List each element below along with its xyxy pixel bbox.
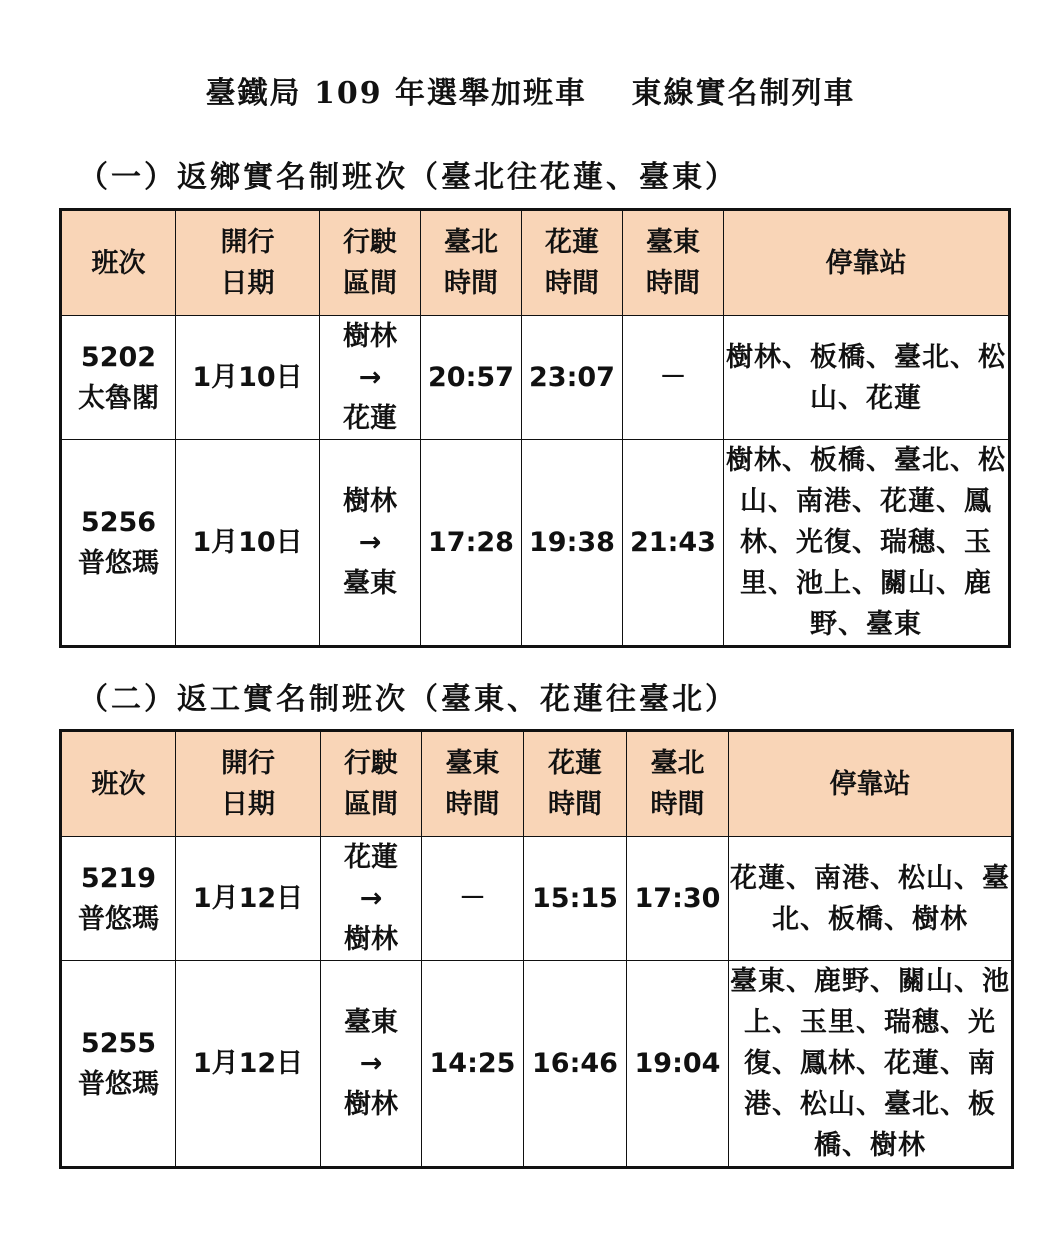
- header-time-2: 花蓮 時間: [524, 731, 627, 837]
- header-stops: 停靠站: [729, 731, 1013, 837]
- stops-cell: 樹林、板橋、臺北、松山、花蓮: [724, 316, 1010, 440]
- date-cell: 1月12日: [176, 961, 321, 1168]
- table-row: [61, 961, 1013, 1168]
- table-header-row: [61, 210, 1010, 316]
- time-cell-3: 19:04: [627, 961, 729, 1168]
- time-cell-3: －: [623, 316, 724, 440]
- train-cell: 5255 普悠瑪: [61, 961, 176, 1168]
- date-cell: 1月10日: [176, 440, 320, 647]
- header-time-1: 臺北 時間: [421, 210, 522, 316]
- stops-cell: 樹林、板橋、臺北、松山、南港、花蓮、鳳林、光復、瑞穗、玉里、池上、關山、鹿野、臺東: [724, 440, 1010, 647]
- section-heading-return: （二）返工實名制班次（臺東、花蓮往臺北）: [78, 682, 738, 717]
- time-cell-2: 16:46: [524, 961, 627, 1168]
- header-route: 行駛 區間: [321, 731, 422, 837]
- time-cell-2: 15:15: [524, 837, 627, 961]
- schedule-table-homebound: [59, 208, 1011, 648]
- time-cell-3: 21:43: [623, 440, 724, 647]
- date-cell: 1月12日: [176, 837, 321, 961]
- header-time-3: 臺北 時間: [627, 731, 729, 837]
- time-cell-1: －: [422, 837, 524, 961]
- header-time-2: 花蓮 時間: [522, 210, 623, 316]
- time-cell-1: 17:28: [421, 440, 522, 647]
- header-date: 開行 日期: [176, 210, 320, 316]
- section-heading-homebound: （一）返鄉實名制班次（臺北往花蓮、臺東）: [78, 160, 738, 195]
- header-train: 班次: [61, 210, 176, 316]
- train-cell: 5256 普悠瑪: [61, 440, 176, 647]
- table-row: [61, 316, 1010, 440]
- table-header-row: [61, 731, 1013, 837]
- header-route: 行駛 區間: [320, 210, 421, 316]
- table-row: [61, 440, 1010, 647]
- document-title: 臺鐵局 109 年選舉加班車 東線實名制列車: [205, 76, 856, 111]
- schedule-table-return: [59, 729, 1014, 1169]
- header-stops: 停靠站: [724, 210, 1010, 316]
- route-cell: 臺東 → 樹林: [321, 961, 422, 1168]
- header-time-1: 臺東 時間: [422, 731, 524, 837]
- time-cell-1: 20:57: [421, 316, 522, 440]
- time-cell-2: 23:07: [522, 316, 623, 440]
- date-cell: 1月10日: [176, 316, 320, 440]
- header-date: 開行 日期: [176, 731, 321, 837]
- stops-cell: 花蓮、南港、松山、臺北、板橋、樹林: [729, 837, 1013, 961]
- train-cell: 5202 太魯閣: [61, 316, 176, 440]
- route-cell: 花蓮 → 樹林: [321, 837, 422, 961]
- table-row: [61, 837, 1013, 961]
- time-cell-3: 17:30: [627, 837, 729, 961]
- time-cell-2: 19:38: [522, 440, 623, 647]
- time-cell-1: 14:25: [422, 961, 524, 1168]
- stops-cell: 臺東、鹿野、關山、池上、玉里、瑞穗、光復、鳳林、花蓮、南港、松山、臺北、板橋、樹林: [729, 961, 1013, 1168]
- train-cell: 5219 普悠瑪: [61, 837, 176, 961]
- header-time-3: 臺東 時間: [623, 210, 724, 316]
- route-cell: 樹林 → 花蓮: [320, 316, 421, 440]
- route-cell: 樹林 → 臺東: [320, 440, 421, 647]
- header-train: 班次: [61, 731, 176, 837]
